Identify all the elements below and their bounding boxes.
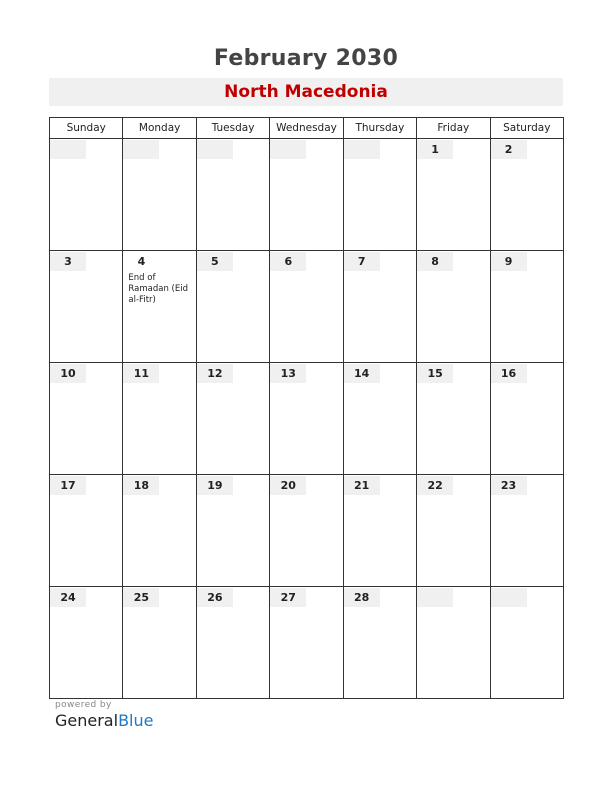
day-cell <box>50 587 123 699</box>
day-number <box>344 140 380 159</box>
day-cell <box>417 363 490 475</box>
day-number: 25 <box>123 588 159 607</box>
weekday-header: Wednesday <box>270 118 343 139</box>
day-number: 2 <box>491 140 527 159</box>
day-number <box>197 140 233 159</box>
day-cell <box>196 251 269 363</box>
day-number: 4 <box>123 252 159 271</box>
week-row <box>50 139 564 251</box>
country-banner <box>49 78 563 106</box>
weekday-header: Saturday <box>490 118 563 139</box>
weekday-header: Tuesday <box>196 118 269 139</box>
weekday-header: Thursday <box>343 118 416 139</box>
day-cell <box>343 251 416 363</box>
day-cell <box>196 587 269 699</box>
country-name: North Macedonia <box>224 82 388 102</box>
day-cell <box>50 251 123 363</box>
weekday-header: Sunday <box>50 118 123 139</box>
day-cell <box>490 587 563 699</box>
day-number: 15 <box>417 364 453 383</box>
day-number: 16 <box>491 364 527 383</box>
week-row <box>50 475 564 587</box>
day-cell <box>123 251 196 363</box>
brand-logo[interactable] <box>55 711 153 730</box>
day-cell <box>343 587 416 699</box>
day-number <box>491 588 527 607</box>
brand-general: General <box>55 711 119 730</box>
day-number: 1 <box>417 140 453 159</box>
day-cell <box>123 587 196 699</box>
day-cell <box>196 475 269 587</box>
weekday-header: Friday <box>417 118 490 139</box>
day-number: 9 <box>491 252 527 271</box>
day-cell <box>196 139 269 251</box>
day-number: 14 <box>344 364 380 383</box>
day-cell <box>123 139 196 251</box>
week-row <box>50 587 564 699</box>
day-cell <box>270 587 343 699</box>
weekday-header: Monday <box>123 118 196 139</box>
day-number <box>50 140 86 159</box>
day-number: 13 <box>270 364 306 383</box>
day-number: 8 <box>417 252 453 271</box>
day-cell <box>196 363 269 475</box>
day-number: 21 <box>344 476 380 495</box>
footer-branding <box>55 700 153 730</box>
day-number: 5 <box>197 252 233 271</box>
day-number: 18 <box>123 476 159 495</box>
day-number: 22 <box>417 476 453 495</box>
day-number: 17 <box>50 476 86 495</box>
day-number: 20 <box>270 476 306 495</box>
day-cell <box>50 363 123 475</box>
day-cell <box>417 251 490 363</box>
day-number: 27 <box>270 588 306 607</box>
day-cell <box>417 475 490 587</box>
day-cell <box>343 475 416 587</box>
day-number: 11 <box>123 364 159 383</box>
day-number: 12 <box>197 364 233 383</box>
day-number: 19 <box>197 476 233 495</box>
day-cell <box>123 475 196 587</box>
day-number <box>270 140 306 159</box>
day-number <box>123 140 159 159</box>
day-number: 28 <box>344 588 380 607</box>
day-cell <box>490 251 563 363</box>
day-number: 6 <box>270 252 306 271</box>
day-number: 24 <box>50 588 86 607</box>
day-number: 23 <box>491 476 527 495</box>
day-cell <box>50 139 123 251</box>
day-cell <box>270 363 343 475</box>
calendar-title: February 2030 <box>213 46 399 71</box>
week-row <box>50 363 564 475</box>
day-cell <box>343 139 416 251</box>
day-cell <box>270 251 343 363</box>
day-cell <box>270 139 343 251</box>
day-number: 26 <box>197 588 233 607</box>
day-cell <box>343 363 416 475</box>
day-number: 3 <box>50 252 86 271</box>
holiday-label: End of Ramadan (Eid al-Fitr) <box>128 273 188 305</box>
day-cell <box>490 139 563 251</box>
day-cell <box>270 475 343 587</box>
day-number <box>417 588 453 607</box>
day-number: 7 <box>344 252 380 271</box>
day-number: 10 <box>50 364 86 383</box>
day-cell <box>490 475 563 587</box>
week-row <box>50 251 564 363</box>
day-cell <box>417 139 490 251</box>
powered-by-text: powered by <box>55 700 112 710</box>
day-cell <box>50 475 123 587</box>
calendar-grid <box>49 117 564 699</box>
weekday-header-row <box>50 118 564 139</box>
brand-blue: Blue <box>118 711 154 730</box>
day-cell <box>417 587 490 699</box>
day-cell <box>490 363 563 475</box>
day-cell <box>123 363 196 475</box>
